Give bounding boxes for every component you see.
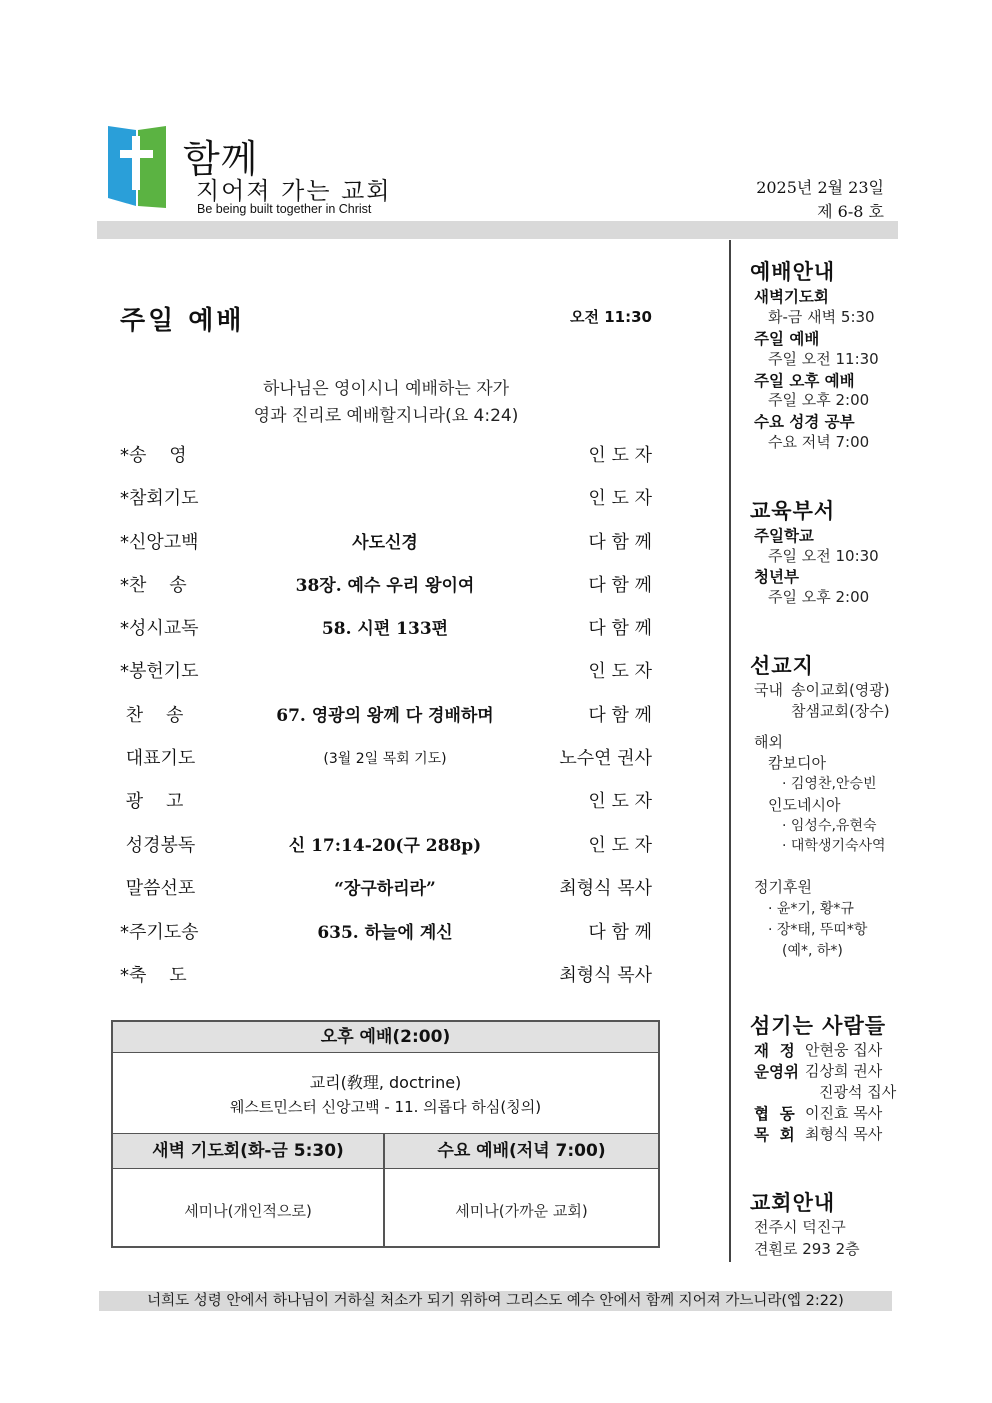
worship-item-detail: 수요 저녁 7:00 [768, 433, 870, 451]
order-content: (3월 2일 목회 기도) [323, 751, 447, 767]
worship-info-title: 예배안내 [750, 260, 836, 284]
church-address-line: 견훤로 293 2층 [754, 1240, 860, 1258]
order-row [120, 831, 652, 859]
order-row [120, 744, 652, 772]
order-item: *송 영 [120, 445, 187, 466]
order-content: “장구하리라” [334, 879, 436, 899]
education-item-detail: 주일 오후 2:00 [768, 588, 870, 606]
bulletin-issue: 제 6-8 호 [817, 202, 884, 221]
wednesday-service-header: 수요 예배(저녁 7:00) [437, 1141, 606, 1161]
order-row [120, 571, 652, 599]
wednesday-service-content: 세미나(가까운 교회) [455, 1202, 588, 1220]
order-row [120, 657, 652, 685]
order-row [120, 701, 652, 729]
missions-country: 캄보디아 [768, 754, 826, 772]
education-item-label: 주일학교 [754, 527, 814, 545]
verse-line-2: 영과 진리로 예배할지니라(요 4:24) [253, 406, 519, 426]
missions-domestic-church: 송이교회(영광) [791, 681, 890, 699]
worship-item-detail: 화-금 새벽 5:30 [768, 308, 875, 326]
order-item: *성시교독 [120, 618, 199, 639]
brand-tagline: Be being built together in Christ [197, 202, 372, 216]
order-content: 67. 영광의 왕께 다 경배하며 [276, 706, 494, 726]
order-item: 말씀선포 [120, 878, 196, 899]
order-person: 최형식 목사 [559, 878, 652, 899]
brand-title: 함께 [183, 137, 259, 181]
afternoon-header: 오후 예배(2:00) [113, 1022, 658, 1053]
order-row [120, 484, 652, 512]
order-row [120, 961, 652, 989]
servant-name: 안현웅 집사 [805, 1041, 883, 1059]
church-address-line: 전주시 덕진구 [754, 1218, 846, 1236]
worship-item-detail: 주일 오전 11:30 [768, 350, 879, 368]
church-logo-icon [108, 126, 166, 210]
order-row [120, 441, 652, 469]
order-item: *신앙고백 [120, 532, 199, 553]
missions-domestic-church: 참샘교회(장수) [791, 702, 890, 720]
missions-overseas-label: 해외 [754, 733, 783, 751]
service-time: 오전 11:30 [570, 308, 652, 326]
weekday-schedule-table [111, 1020, 660, 1248]
missions-title: 선교지 [750, 654, 814, 678]
order-row [120, 614, 652, 642]
order-content: 58. 시편 133편 [321, 619, 449, 639]
order-item: *축 도 [120, 965, 187, 986]
servant-name: 이진효 목사 [805, 1104, 883, 1122]
order-person: 다 함 께 [588, 532, 652, 553]
servants-title: 섬기는 사람들 [750, 1014, 887, 1038]
dawn-prayer-content: 세미나(개인적으로) [184, 1202, 312, 1220]
order-person: 다 함 께 [588, 705, 652, 726]
weekday-header-row [113, 1133, 658, 1169]
servant-role: 목 회 [754, 1126, 795, 1144]
missions-missionaries: · 임성수,유현숙 [782, 818, 877, 834]
column-divider [729, 240, 731, 1262]
servant-role: 운영위 [754, 1063, 799, 1081]
bulletin-date: 2025년 2월 23일 [756, 178, 884, 197]
education-item-detail: 주일 오전 10:30 [768, 547, 879, 565]
order-person: 인 도 자 [588, 445, 652, 466]
regular-support-names: · 장*태, 뚜띠*항 [768, 922, 868, 938]
order-person: 인 도 자 [588, 661, 652, 682]
brand-subtitle: 지어져 가는 교회 [196, 177, 392, 205]
afternoon-subtopic: 웨스트민스터 신앙고백 - 11. 의롭다 하심(칭의) [229, 1098, 542, 1116]
table-divider [383, 1133, 385, 1246]
order-item: *주기도송 [120, 922, 199, 943]
order-row [120, 787, 652, 815]
church-info-title: 교회안내 [750, 1191, 836, 1215]
header-divider [97, 221, 898, 239]
dawn-prayer-header: 새벽 기도회(화-금 5:30) [152, 1141, 344, 1161]
order-person: 인 도 자 [588, 791, 652, 812]
afternoon-topic: 교리(敎理, doctrine) [309, 1073, 462, 1092]
worship-item-label: 주일 오후 예배 [754, 372, 855, 390]
worship-item-detail: 주일 오후 2:00 [768, 391, 870, 409]
order-item: 광 고 [120, 791, 184, 812]
worship-item-label: 주일 예배 [754, 330, 820, 348]
servant-role: 재 정 [754, 1042, 795, 1060]
order-item: 대표기도 [120, 748, 196, 769]
order-item: 성경봉독 [120, 835, 196, 856]
order-person: 다 함 께 [588, 618, 652, 639]
servant-name: 김상희 권사 [805, 1062, 883, 1080]
order-person: 다 함 께 [588, 575, 652, 596]
order-row [120, 874, 652, 902]
order-item: *봉헌기도 [120, 661, 199, 682]
order-item: *참회기도 [120, 488, 199, 509]
education-title: 교육부서 [750, 499, 836, 523]
regular-support-label: 정기후원 [754, 878, 812, 896]
order-item: *찬 송 [120, 575, 187, 596]
order-content: 사도신경 [352, 533, 418, 553]
order-item: 찬 송 [120, 705, 184, 726]
order-content: 신 17:14-20(구 288p) [288, 836, 482, 856]
regular-support-names: (예*, 하*) [782, 943, 843, 959]
order-row [120, 918, 652, 946]
servant-role: 협 동 [754, 1105, 795, 1123]
servant-name: 진광석 집사 [819, 1083, 897, 1101]
order-content: 38장. 예수 우리 왕이여 [295, 576, 475, 596]
worship-item-label: 새벽기도회 [754, 288, 829, 306]
missions-country: 인도네시아 [768, 796, 841, 814]
missions-ministry: · 대학생기숙사역 [782, 838, 886, 854]
order-row [120, 528, 652, 556]
education-item-label: 청년부 [754, 568, 799, 586]
missions-domestic-label: 국내 [754, 681, 783, 699]
order-person: 인 도 자 [588, 835, 652, 856]
order-person: 인 도 자 [588, 488, 652, 509]
worship-item-label: 수요 성경 공부 [754, 413, 855, 431]
missions-missionaries: · 김영찬,안승빈 [782, 776, 877, 792]
order-person: 다 함 께 [588, 922, 652, 943]
service-title: 주일 예배 [120, 306, 245, 336]
regular-support-names: · 윤*기, 황*규 [768, 901, 854, 917]
servant-name: 최형식 목사 [805, 1125, 883, 1143]
verse-line-1: 하나님은 영이시니 예배하는 자가 [262, 379, 510, 399]
order-content: 635. 하늘에 계신 [317, 923, 453, 943]
order-person: 노수연 권사 [559, 748, 652, 769]
order-person: 최형식 목사 [559, 965, 652, 986]
footer-verse: 너희도 성령 안에서 하나님이 거하실 처소가 되기 위하여 그리스도 예수 안에서 함께 지어져 가느니라(엡 2:22) [99, 1291, 892, 1311]
